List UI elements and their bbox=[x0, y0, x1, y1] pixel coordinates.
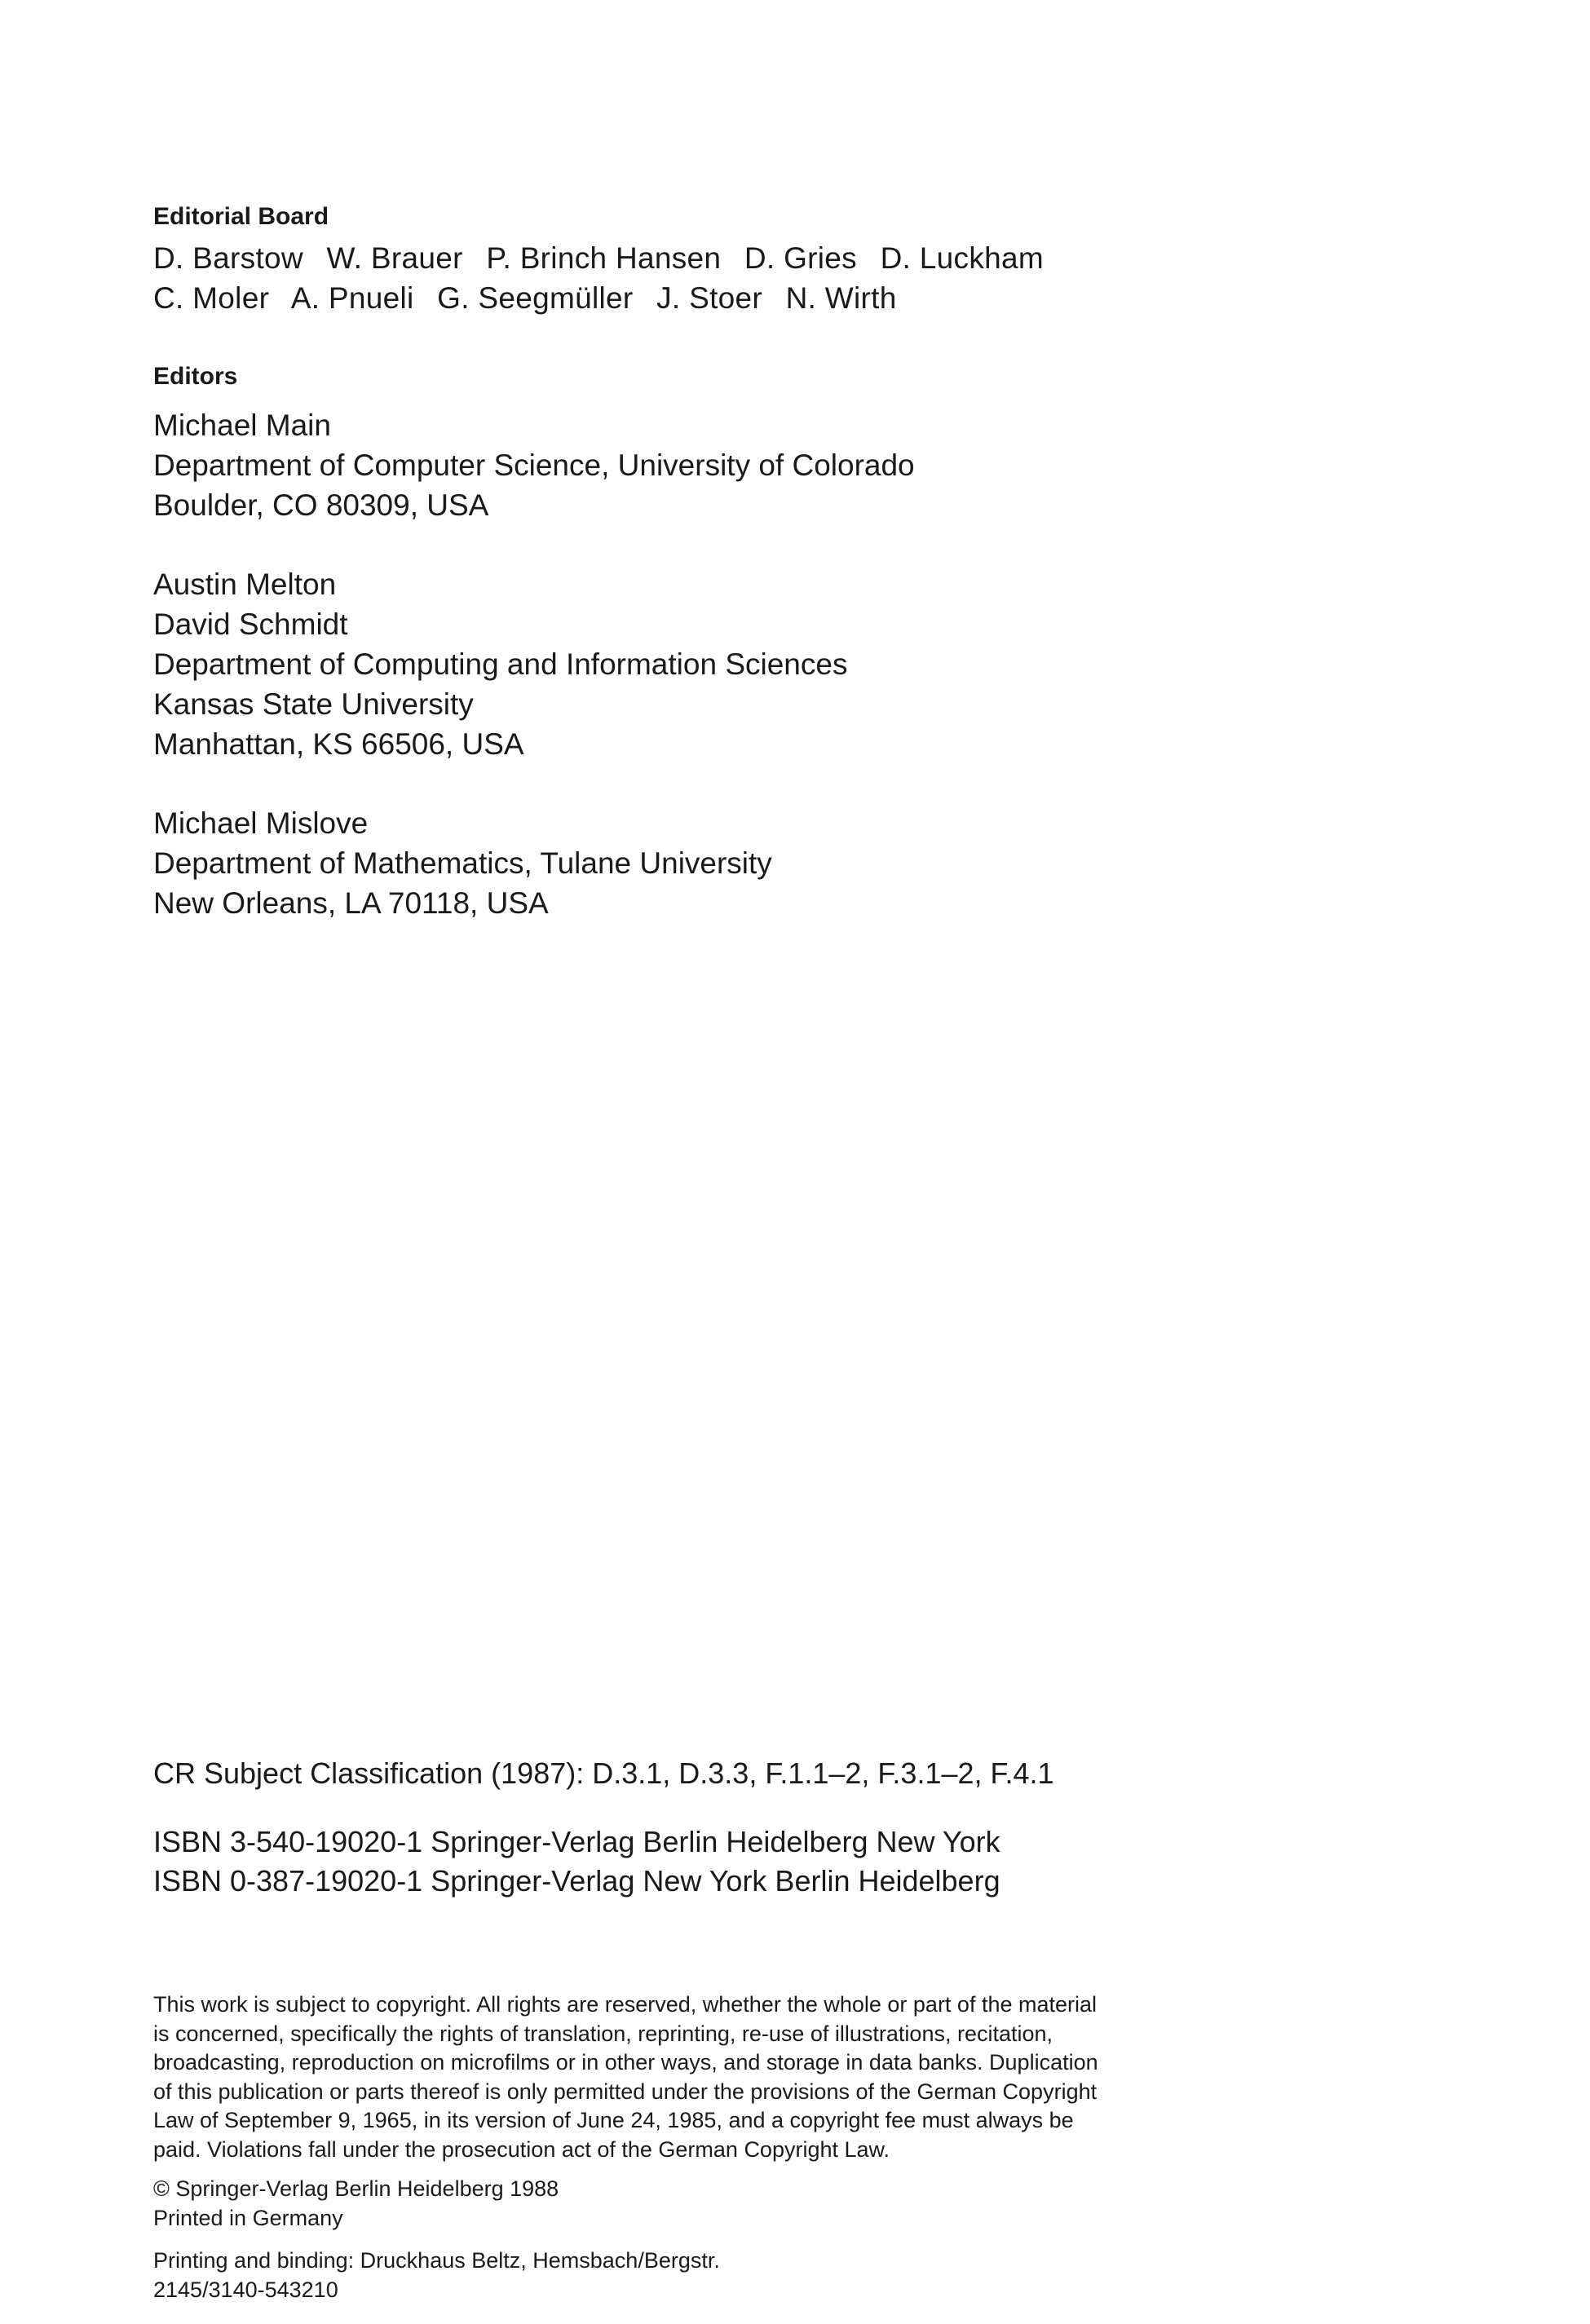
isbn-line: ISBN 3-540-19020-1 Springer-Verlag Berlin Heidelberg New York bbox=[153, 1825, 1000, 1858]
copyright-line: is concerned, specifically the rights of translation, reprinting, re-use of illustrations, recitation, bbox=[153, 2021, 1053, 2046]
editor-name: Michael Main bbox=[153, 409, 331, 442]
editors-section bbox=[153, 357, 237, 396]
board-member: D. Luckham bbox=[880, 241, 1044, 275]
editorial-board-row-2 bbox=[153, 278, 1044, 318]
copyright-line: broadcasting, reproduction on microfilms or in other ways, and storage in data banks. Duplication bbox=[153, 2050, 1098, 2074]
copyright-line: paid. Violations fall under the prosecution act of the German Copyright Law. bbox=[153, 2136, 890, 2162]
printed-in: Printed in Germany bbox=[153, 2205, 343, 2230]
board-member: W. Brauer bbox=[326, 241, 463, 275]
cr-subject-classification: CR Subject Classification (1987): D.3.1, D.3.3, F.1.1–2, F.3.1–2, F.4.1 bbox=[153, 1756, 1054, 1790]
editorial-board-row-1 bbox=[153, 238, 1044, 278]
print-code: 2145/3140-543210 bbox=[153, 2277, 338, 2302]
copyright-notice bbox=[153, 1990, 1098, 2164]
printing-binding: Printing and binding: Druckhaus Beltz, Hemsbach/Bergstr. bbox=[153, 2248, 720, 2273]
editorial-board-section bbox=[153, 197, 1044, 318]
editor-address: New Orleans, LA 70118, USA bbox=[153, 886, 549, 920]
editors-heading: Editors bbox=[153, 363, 238, 390]
editor-name: Austin Melton bbox=[153, 568, 337, 601]
isbn-line: ISBN 0-387-19020-1 Springer-Verlag New York Berlin Heidelberg bbox=[153, 1864, 1000, 1898]
editor-name: Michael Mislove bbox=[153, 806, 369, 840]
editor-affiliation: Department of Computing and Information Sciences bbox=[153, 647, 848, 681]
board-member: D. Gries bbox=[744, 241, 857, 275]
editor-address: Manhattan, KS 66506, USA bbox=[153, 727, 524, 761]
copyright-line: Law of September 9, 1965, in its version of June 24, 1985, and a copyright fee must always be bbox=[153, 2108, 1074, 2132]
editor-name: David Schmidt bbox=[153, 608, 348, 641]
editor-address: Boulder, CO 80309, USA bbox=[153, 488, 489, 522]
editor-group-mislove bbox=[153, 803, 772, 923]
editor-affiliation: Department of Computer Science, University of Colorado bbox=[153, 448, 915, 482]
isbn-section bbox=[153, 1823, 1000, 1901]
editor-affiliation: Department of Mathematics, Tulane University bbox=[153, 846, 772, 880]
board-member: A. Pnueli bbox=[290, 281, 414, 315]
editor-group-melton-schmidt bbox=[153, 564, 847, 764]
publisher-info bbox=[153, 2175, 559, 2233]
classification-section bbox=[153, 1754, 1054, 1793]
board-member: J. Stoer bbox=[656, 281, 763, 315]
board-member: C. Moler bbox=[153, 281, 270, 315]
editor-affiliation: Kansas State University bbox=[153, 687, 474, 721]
board-member: P. Brinch Hansen bbox=[486, 241, 722, 275]
board-member: N. Wirth bbox=[785, 281, 897, 315]
copyright-holder: © Springer-Verlag Berlin Heidelberg 1988 bbox=[153, 2176, 559, 2201]
board-member: G. Seegmüller bbox=[437, 281, 634, 315]
editor-group-main bbox=[153, 405, 915, 525]
editorial-board-heading: Editorial Board bbox=[153, 203, 329, 230]
copyright-line: of this publication or parts thereof is only permitted under the provisions of the German Copyright bbox=[153, 2079, 1098, 2104]
printing-info bbox=[153, 2247, 720, 2304]
copyright-line: This work is subject to copyright. All rights are reserved, whether the whole or part of the material bbox=[153, 1992, 1098, 2017]
board-member: D. Barstow bbox=[153, 241, 303, 275]
